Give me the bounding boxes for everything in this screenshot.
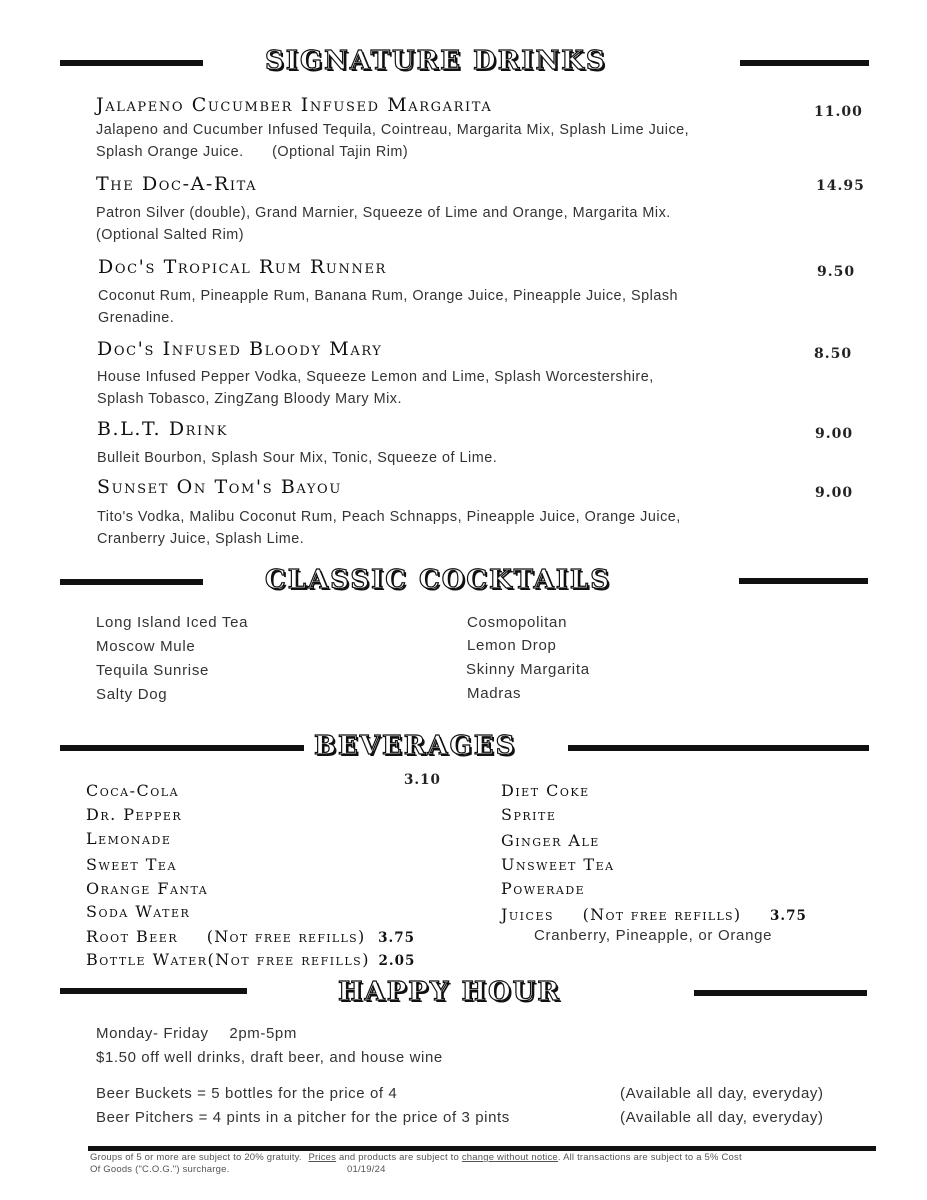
beverage-item: Coca-Cola (86, 781, 180, 800)
divider-bar (60, 60, 203, 66)
footer-line-2: Of Goods ("C.O.G.") surcharge. (90, 1164, 230, 1175)
desc-line: Splash Tobasco, ZingZang Bloody Mary Mix. (97, 391, 402, 407)
beverage-item: Soda Water (86, 902, 191, 921)
beverage-price: 2.05 (378, 953, 416, 969)
drink-name: Sunset On Tom's Bayou (97, 476, 342, 498)
desc-line: Patron Silver (double), Grand Marnier, Squeeze of Lime and Orange, Margarita Mix. (96, 205, 671, 221)
gratuity-note: Groups of 5 or more are subject to 20% gratuity. (90, 1152, 302, 1163)
cocktail-item: Salty Dog (96, 686, 168, 703)
footer-rule (88, 1146, 876, 1151)
divider-bar (694, 990, 867, 996)
beverage-item: Diet Coke (501, 781, 590, 800)
section-title-beverages: BEVERAGES (314, 731, 517, 761)
drink-description (97, 506, 827, 550)
happy-hour-time: 2pm-5pm (229, 1025, 297, 1042)
divider-bar (568, 745, 869, 751)
drink-description (97, 366, 827, 410)
beer-buckets: Beer Buckets = 5 bottles for the price of 4 (96, 1085, 398, 1102)
beverage-item: Ginger Ale (501, 831, 600, 850)
desc-line: House Infused Pepper Vodka, Squeeze Lemon and Lime, Splash Worcestershire, (97, 369, 654, 385)
beer-pitchers: Beer Pitchers = 4 pints in a pitcher for the price of 3 pints (96, 1109, 510, 1126)
cocktail-item: Moscow Mule (96, 638, 196, 655)
drink-name: Doc's Tropical Rum Runner (98, 256, 387, 278)
desc-line: (Optional Salted Rim) (96, 227, 245, 243)
desc-line: Grenadine. (98, 310, 175, 326)
drink-description (97, 447, 827, 469)
drink-name: Jalapeno Cucumber Infused Margarita (96, 94, 493, 116)
refill-note: (Not free refills) (582, 905, 742, 924)
footer-text: and products are subject to (338, 1152, 459, 1163)
beverage-label: Juices (501, 905, 555, 924)
beverage-item: Orange Fanta (86, 879, 209, 898)
drink-description (96, 119, 826, 163)
beverage-item: Powerade (501, 879, 586, 898)
beverage-price: 3.75 (378, 930, 416, 946)
happy-hour-days: Monday- Friday (96, 1025, 209, 1042)
cocktail-item: Skinny Margarita (466, 661, 590, 678)
desc-line: Splash Orange Juice. (96, 144, 244, 160)
divider-bar (739, 578, 868, 584)
drink-price: 14.95 (816, 178, 865, 194)
availability-note: (Available all day, everyday) (620, 1085, 824, 1102)
cocktail-item: Cosmopolitan (467, 614, 568, 631)
desc-line: Tito's Vodka, Malibu Coconut Rum, Peach Schnapps, Pineapple Juice, Orange Juice, (97, 509, 681, 525)
divider-bar (60, 745, 304, 751)
beverage-item: Sweet Tea (86, 855, 177, 874)
divider-bar (60, 579, 203, 585)
drink-price: 9.50 (817, 264, 856, 280)
beverage-item: Unsweet Tea (501, 855, 615, 874)
beverage-label: Root Beer (86, 927, 179, 946)
footer-date: 01/19/24 (347, 1164, 386, 1175)
divider-bar (60, 988, 247, 994)
desc-note: (Optional Tajin Rim) (272, 144, 409, 160)
drink-price: 8.50 (814, 346, 853, 362)
section-title-classic: CLASSIC COCKTAILS (265, 565, 611, 595)
prices-text: Prices (308, 1152, 337, 1163)
desc-line: Cranberry Juice, Splash Lime. (97, 531, 305, 547)
drink-description (98, 285, 828, 329)
section-title-signature: SIGNATURE DRINKS (265, 46, 607, 76)
cocktail-item: Long Island Iced Tea (96, 614, 249, 631)
beverage-item-bottle-water (86, 950, 415, 969)
drink-price: 9.00 (815, 485, 854, 501)
beverage-item: Dr. Pepper (86, 805, 183, 824)
drink-name: Doc's Infused Bloody Mary (97, 338, 383, 360)
drink-price: 11.00 (814, 104, 863, 120)
desc-line: Coconut Rum, Pineapple Rum, Banana Rum, Orange Juice, Pineapple Juice, Splash (98, 288, 679, 304)
happy-hour-deal: $1.50 off well drinks, draft beer, and house wine (96, 1049, 443, 1066)
drink-price: 9.00 (815, 426, 854, 442)
availability-note: (Available all day, everyday) (620, 1109, 824, 1126)
drink-name: B.L.T. Drink (97, 418, 229, 440)
happy-hour-schedule (96, 1025, 297, 1042)
footer-text: . All transactions are subject to a 5% Cost (557, 1152, 742, 1163)
desc-line: Bulleit Bourbon, Splash Sour Mix, Tonic, Squeeze of Lime. (97, 450, 498, 466)
beverage-price: 3.10 (404, 772, 441, 788)
section-title-happy-hour: HAPPY HOUR (338, 977, 561, 1007)
cocktail-item: Lemon Drop (467, 637, 557, 654)
divider-bar (740, 60, 869, 66)
desc-line: Jalapeno and Cucumber Infused Tequila, Cointreau, Margarita Mix, Splash Lime Juice, (96, 122, 690, 138)
beverage-item: Sprite (501, 805, 557, 824)
drink-description (96, 202, 826, 246)
footer-line-1 (90, 1152, 742, 1163)
beverage-label: Bottle Water(Not free refills) (86, 950, 370, 969)
change-notice: change without notice (461, 1152, 558, 1163)
beverage-item-root-beer (86, 927, 415, 946)
beverage-price: 3.75 (770, 908, 807, 924)
juice-options: Cranberry, Pineapple, or Orange (534, 927, 773, 944)
beverage-item-juices (501, 905, 807, 924)
refill-note: (Not free refills) (206, 927, 366, 946)
drink-name: The Doc-A-Rita (96, 173, 258, 195)
beverage-item: Lemonade (86, 829, 172, 848)
cocktail-item: Tequila Sunrise (96, 662, 210, 679)
cocktail-item: Madras (467, 685, 522, 702)
